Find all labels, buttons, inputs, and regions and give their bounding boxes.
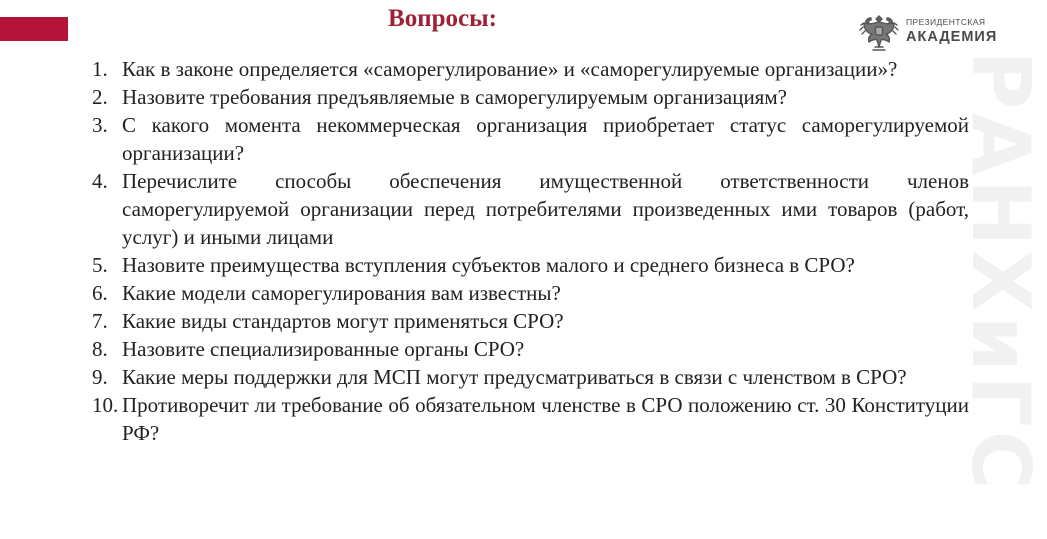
question-item (92, 363, 969, 391)
question-number: 1. (92, 57, 108, 81)
question-item (92, 55, 969, 83)
question-text: Как в законе определяется «саморегулирование» и «саморегулируемые организации»? (122, 57, 898, 81)
question-item (92, 251, 969, 279)
question-item (92, 335, 969, 363)
ranepa-watermark: РАНХиГС (954, 50, 1047, 494)
question-text: Какие модели саморегулирования вам известны? (122, 281, 561, 305)
question-number: 7. (92, 309, 108, 333)
slide-title: Вопросы: (388, 5, 497, 32)
question-number: 9. (92, 365, 108, 389)
question-text: Какие виды стандартов могут применяться СРО? (122, 309, 564, 333)
question-item (92, 279, 969, 307)
question-item (92, 111, 969, 167)
question-item (92, 391, 969, 447)
question-number: 3. (92, 113, 108, 137)
question-number: 5. (92, 253, 108, 277)
question-text: Назовите преимущества вступления субъектов малого и среднего бизнеса в СРО? (122, 253, 855, 277)
logo-line2: АКАДЕМИЯ (906, 28, 998, 45)
question-item (92, 167, 969, 251)
question-number: 8. (92, 337, 108, 361)
logo-line1: ПРЕЗИДЕНТСКАЯ (906, 17, 986, 27)
double-headed-eagle-icon (858, 10, 900, 52)
question-text: Какие меры поддержки для МСП могут предусматриваться в связи с членством в СРО? (122, 365, 907, 389)
question-item (92, 83, 969, 111)
questions-list (92, 55, 969, 447)
question-number: 6. (92, 281, 108, 305)
question-number: 2. (92, 85, 108, 109)
question-item (92, 307, 969, 335)
academy-logo (858, 10, 998, 52)
question-text: Назовите специализированные органы СРО? (122, 337, 525, 361)
question-number: 10. (92, 393, 119, 417)
question-text: С какого момента некоммерческая организация приобретает статус саморегулируемой организации? (122, 113, 969, 165)
question-text: Перечислите способы обеспечения имущественной ответственности членов саморегулируемой организации перед потребителями произведенных ими товаров (работ, услуг) и иными лицами (122, 169, 969, 249)
question-text: Назовите требования предъявляемые в саморегулируемым организациям? (122, 85, 787, 109)
question-text: Противоречит ли требование об обязательном членстве в СРО положению ст. 30 Конституции РФ? (122, 393, 969, 445)
question-number: 4. (92, 169, 108, 193)
